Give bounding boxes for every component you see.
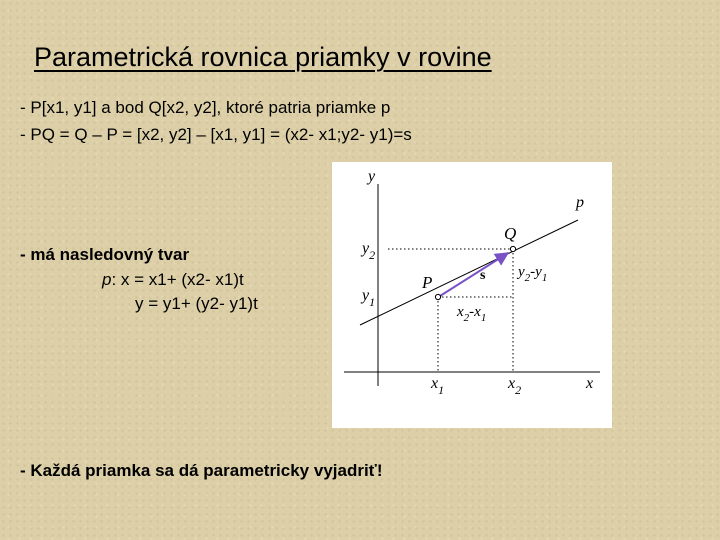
- line-diagram: [332, 162, 612, 428]
- slide-title: Parametrická rovnica priamky v rovine: [34, 42, 492, 72]
- vector-s-arrow: [440, 253, 508, 296]
- equation-x: [102, 270, 244, 290]
- x2-label: $x_2$: [508, 375, 522, 397]
- point-q-marker: [510, 246, 515, 251]
- form-label: - má nasledovný tvar: [20, 245, 190, 264]
- y2-label: $y_2$: [362, 240, 376, 262]
- axis-y-label: y: [368, 168, 376, 185]
- vector-definition: - PQ = Q – P = [x2, y2] – [x1, y1] = (x2- x1;y2- y1)=s: [20, 125, 412, 144]
- point-q-label: Q: [504, 224, 517, 243]
- point-p-label: P: [422, 273, 433, 292]
- vector-s-label: s: [480, 268, 486, 283]
- points-definition: - P[x1, y1] a bod Q[x2, y2], ktoré patria priamke p: [20, 98, 391, 117]
- dx-label: $x_2-x_1$: [457, 304, 487, 324]
- axis-x-label: x: [586, 375, 594, 392]
- point-p-marker: [435, 294, 440, 299]
- line-name-p: p: [102, 270, 112, 289]
- equation-x-body: : x = x1+ (x2- x1)t: [111, 270, 244, 289]
- dy-label: $y_2-y_1$: [518, 264, 548, 284]
- line-p-label: p: [576, 194, 584, 211]
- x1-label: $x_1$: [431, 375, 445, 397]
- y1-label: $y_1$: [362, 287, 376, 309]
- equation-y: y = y1+ (y2- y1)t: [135, 294, 258, 313]
- closing-statement: - Každá priamka sa dá parametricky vyjadriť!: [20, 461, 383, 480]
